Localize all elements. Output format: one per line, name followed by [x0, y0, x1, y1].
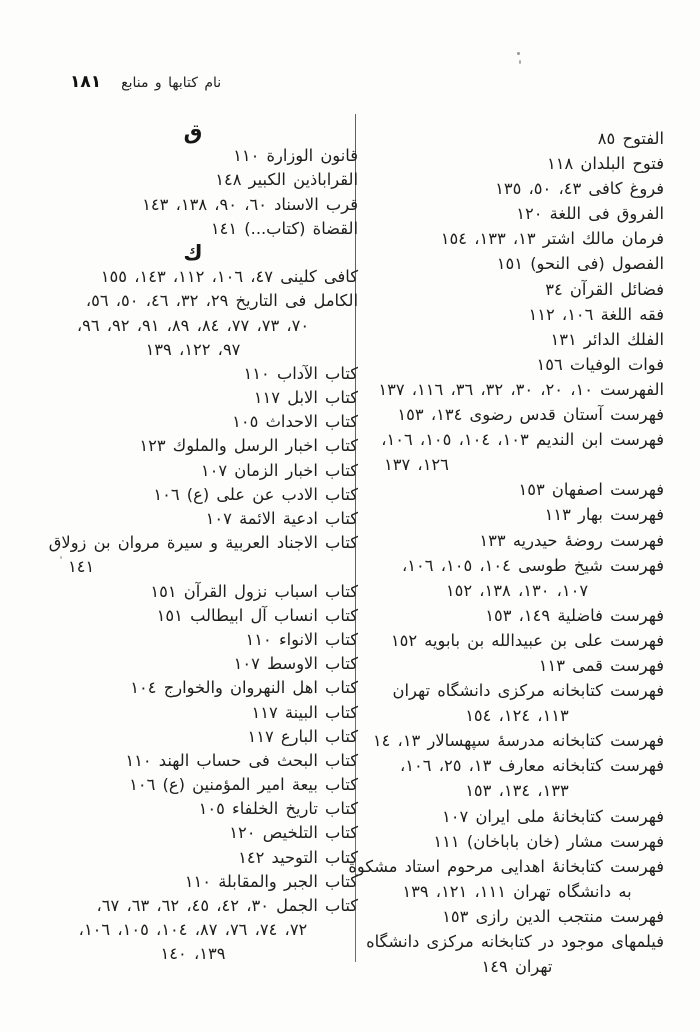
index-entry: كتاب اسباب نزول القرآن ١٥١	[150, 581, 358, 601]
index-entry: ٧٢، ٧٤، ٧٦، ٨٧، ١٠٤، ١٠٥، ١٠٦،	[78, 920, 308, 940]
index-entry: كتاب الاجناد العربية و سيرة مروان بن زولاق	[48, 533, 358, 553]
index-entry: فهرست كتابخانهٔ ملى ايران ١٠٧	[442, 806, 664, 826]
index-entry: كتاب البينة ١١٧	[251, 702, 358, 722]
scan-speck	[519, 60, 521, 64]
index-entry: القراباذين الكبير ١٤٨	[215, 170, 358, 190]
index-entry: كتاب البارع ١١٧	[247, 726, 358, 746]
index-entry: فهرست آستان قدس رضوى ١٣٤، ١٥٣	[397, 405, 664, 425]
index-entry: فهرست روضهٔ حيدريه ١٣٣	[479, 530, 664, 550]
index-entry: الفلك الدائر ١٣١	[550, 329, 664, 349]
index-column-left	[28, 120, 358, 967]
index-entry: فهرست مشار (خان باباخان) ١١١	[433, 831, 664, 851]
index-entry: فهرست كتابخانهٔ اهدايى مرحوم استاد مشكوة	[348, 856, 664, 876]
index-entry: ١١٣، ١٢٤، ١٥٤	[465, 706, 569, 726]
index-entry: القضاة (كتاب...) ١٤١	[210, 218, 358, 238]
index-entry: فروغ كافى ٤٣، ٥٠، ١٣٥	[495, 179, 664, 199]
index-entry: كتاب تاريخ الخلفاء ١٠٥	[198, 799, 358, 819]
index-entry: كتاب اهل النهروان والخوارج ١٠٤	[130, 678, 358, 698]
index-entry: فضائل القرآن ٣٤	[545, 279, 664, 299]
index-entry: ١٣٣، ١٣٤، ١٥٣	[465, 781, 569, 801]
index-entry: كتاب الابل ١١٧	[253, 388, 358, 408]
index-entry: كتاب ادعية الائمة ١٠٧	[205, 509, 358, 528]
scan-speck	[60, 556, 62, 559]
index-entry: فهرست فاضلية ١٤٩، ١٥٣	[485, 605, 664, 625]
index-entry: ١٠٧، ١٣٠، ١٣٨، ١٥٢	[445, 580, 589, 600]
index-entry: كتاب التوحيد ١٤٢	[238, 847, 358, 867]
index-entry: كتاب الادب عن على (ع) ١٠٦	[153, 484, 358, 504]
index-entry: كتاب بيعة امير المؤمنين (ع) ١٠٦	[129, 775, 358, 795]
index-entry: فهرست على بن عبيدالله بن بابويه ١٥٢	[390, 630, 664, 650]
index-entry: كتاب انساب آل ابيطالب ١٥١	[156, 605, 358, 625]
index-entry: فهرست منتجب الدين رازى ١٥٣	[442, 906, 664, 926]
index-entry: فهرست اصفهان ١٥٣	[518, 480, 664, 500]
index-entry: فهرست شيخ طوسى ١٠٤، ١٠٥، ١٠٦،	[402, 555, 664, 575]
index-entry: كتاب الجبر والمقابلة ١١٠	[184, 871, 358, 891]
index-entry: فهرست ابن النديم ١٠٣، ١٠٤، ١٠٥، ١٠٦،	[381, 430, 664, 450]
index-entry: كتاب اخبار الزمان ١٠٧	[200, 460, 358, 480]
index-entry: تهران ١٤٩	[481, 957, 553, 977]
index-entry: فهرست بهار ١١٣	[544, 505, 664, 525]
index-entry: كتاب الانواء ١١٠	[245, 629, 358, 649]
index-entry: فرمان مالك اشتر ١٣، ١٣٣، ١٥٤	[440, 229, 664, 249]
index-entry: فهرست كتابخانه مدرسهٔ سپهسالار ١٣، ١٤	[372, 731, 664, 751]
index-entry: فيلمهاى موجود در كتابخانه مركزى دانشگاه	[366, 932, 664, 951]
index-entry: به دانشگاه تهران ١١١، ١٢١، ١٣٩	[402, 881, 632, 901]
index-entry: كتاب الاوسط ١٠٧	[233, 654, 358, 674]
index-entry: ٩٧، ١٢٢، ١٣٩	[145, 339, 241, 359]
index-entry: الفروق فى اللغة ١٢٠	[516, 204, 664, 224]
index-entry: قانون الوزارة ١١٠	[233, 146, 358, 166]
index-entry: كتاب الآداب ١١٠	[243, 363, 358, 383]
index-entry: فهرست كتابخانه معارف ١٣، ٢٥، ١٠٦،	[400, 756, 664, 776]
index-entry: الفهرست ١٠، ٢٠، ٣٠، ٣٢، ٣٦، ١١٦، ١٣٧	[378, 379, 664, 399]
index-entry: ١٤١	[68, 557, 95, 577]
index-entry: كافى كلينى ٤٧، ١٠٦، ١١٢، ١٤٣، ١٥٥	[100, 267, 358, 287]
index-entry: كتاب البحث فى حساب الهند ١١٠	[125, 750, 358, 770]
index-entry: ٧٠، ٧٣، ٧٧، ٨٤، ٨٩، ٩١، ٩٢، ٩٦،	[76, 315, 310, 335]
section-heading: ق	[183, 120, 203, 144]
index-entry: فتوح البلدان ١١٨	[546, 154, 664, 174]
index-column-right	[348, 126, 664, 979]
index-entry: الفصول (فى النحو) ١٥١	[496, 254, 664, 274]
index-entry: الكامل فى التاريخ ٢٩، ٣٢، ٤٦، ٥٠، ٥٦،	[85, 291, 358, 311]
page-header	[70, 72, 221, 92]
index-entry: فهرست كتابخانه مركزى دانشگاه تهران	[392, 681, 664, 701]
running-title: نام كتابها و منابع	[121, 75, 222, 91]
index-entry: كتاب الاحداث ١٠٥	[232, 412, 358, 432]
index-entry: فقه اللغة ١٠٦، ١١٢	[528, 304, 664, 324]
scan-speck	[517, 52, 520, 55]
index-entry: كتاب الجمل ٣٠، ٤٢، ٤٥، ٦٢، ٦٣، ٦٧،	[96, 896, 358, 915]
index-entry: ١٣٩، ١٤٠	[160, 944, 226, 964]
index-entry: الفتوح ٨٥	[597, 129, 664, 148]
section-heading: ك	[183, 240, 203, 265]
index-entry: قرب الاسناد ٦٠، ٩٠، ١٣٨، ١٤٣	[142, 194, 358, 214]
index-entry: ١٢٦، ١٣٧	[384, 455, 449, 475]
index-entry: كتاب التلخيص ١٢٠	[229, 823, 358, 843]
index-entry: فهرست قمى ١١٣	[538, 655, 664, 675]
page-number: ١٨١	[70, 72, 102, 92]
index-entry: فوات الوفيات ١٥٦	[536, 354, 664, 374]
index-entry: كتاب اخبار الرسل والملوك ١٢٣	[139, 436, 358, 456]
